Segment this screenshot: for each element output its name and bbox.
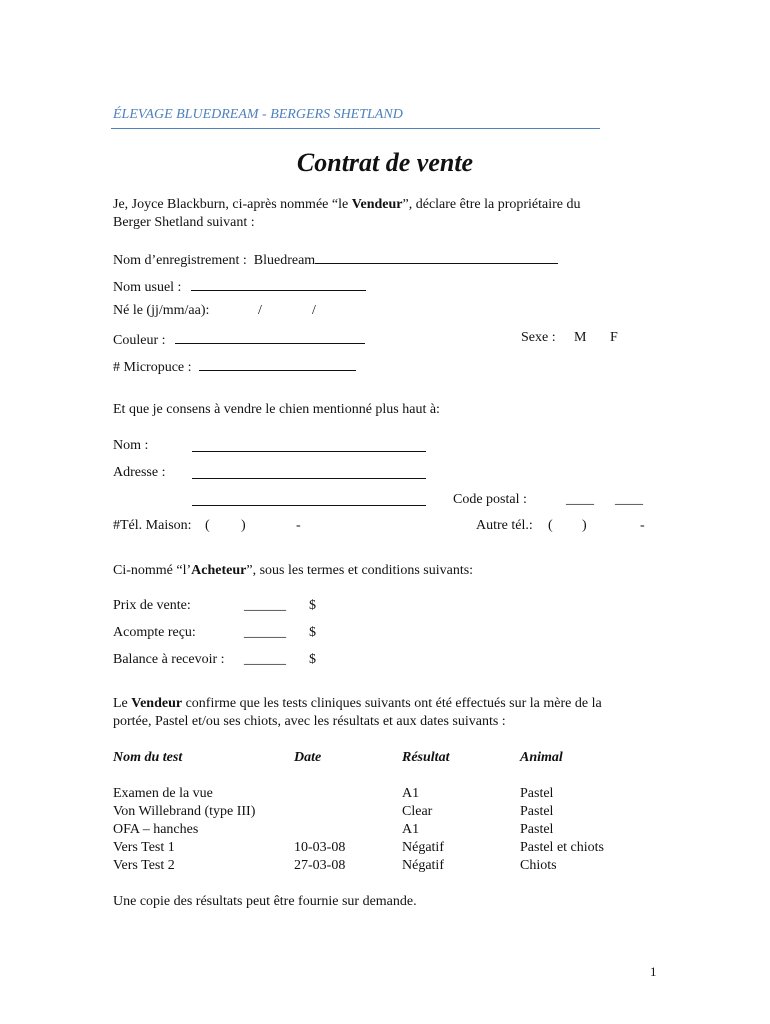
table-cell: Pastel bbox=[520, 786, 554, 801]
deposit-currency: $ bbox=[309, 625, 316, 640]
postal-code-blank-2[interactable]: ____ bbox=[615, 492, 643, 507]
home-phone-paren-open: ( bbox=[205, 518, 210, 533]
table-cell: OFA – hanches bbox=[113, 822, 199, 837]
tests-intro-paragraph bbox=[113, 695, 673, 731]
buyer-name-label: Nom : bbox=[113, 438, 149, 453]
deposit-label: Acompte reçu: bbox=[113, 625, 196, 640]
table-cell: Pastel bbox=[520, 804, 554, 819]
buyer-named-text-1: Ci-nommé “l’ bbox=[113, 563, 192, 578]
other-phone-paren-close: ) bbox=[582, 518, 587, 533]
tests-intro-text-2: confirme que les tests cliniques suivants ont été effectués sur la mère de la bbox=[182, 696, 602, 711]
balance-blank[interactable]: ______ bbox=[244, 652, 286, 667]
registration-prefix: Bluedream bbox=[253, 253, 316, 268]
table-header-test: Nom du test bbox=[113, 750, 183, 765]
home-phone-paren-close: ) bbox=[241, 518, 246, 533]
table-header-animal: Animal bbox=[520, 750, 563, 765]
balance-label: Balance à recevoir : bbox=[113, 652, 225, 667]
copy-note: Une copie des résultats peut être fournie sur demande. bbox=[113, 894, 417, 909]
registration-field[interactable] bbox=[315, 249, 558, 264]
page-number: 1 bbox=[650, 964, 657, 979]
buyer-named-text-2: ”, sous les termes et conditions suivants: bbox=[246, 563, 474, 578]
price-blank[interactable]: ______ bbox=[244, 598, 286, 613]
table-cell: Pastel et chiots bbox=[520, 840, 604, 855]
home-phone-label: #Tél. Maison: bbox=[113, 518, 192, 533]
table-cell: Pastel bbox=[520, 822, 554, 837]
birth-slash-2: / bbox=[312, 303, 316, 318]
color-row bbox=[113, 329, 365, 350]
price-currency: $ bbox=[309, 598, 316, 613]
table-cell: A1 bbox=[402, 822, 420, 837]
postal-code-label: Code postal : bbox=[453, 492, 527, 507]
tests-intro-text-3: portée, Pastel et/ou ses chiots, avec les résultats et aux dates suivants : bbox=[113, 714, 506, 729]
other-phone-paren-open: ( bbox=[548, 518, 553, 533]
consent-text: Et que je consens à vendre le chien mentionné plus haut à: bbox=[113, 402, 440, 417]
microchip-label: # Micropuce : bbox=[113, 360, 192, 375]
price-label: Prix de vente: bbox=[113, 598, 191, 613]
table-cell: Chiots bbox=[520, 858, 557, 873]
table-cell: 27-03-08 bbox=[294, 858, 346, 873]
table-cell: Von Willebrand (type III) bbox=[113, 804, 256, 819]
table-cell: Clear bbox=[402, 804, 433, 819]
color-label: Couleur : bbox=[113, 333, 166, 348]
sex-option-f[interactable]: F bbox=[610, 330, 618, 345]
usual-name-row bbox=[113, 276, 366, 297]
buyer-named-text bbox=[113, 562, 473, 580]
document-title: Contrat de vente bbox=[296, 148, 474, 177]
vendeur-term: Vendeur bbox=[351, 197, 403, 212]
other-phone-dash: - bbox=[640, 518, 645, 533]
acheteur-term: Acheteur bbox=[191, 563, 247, 578]
intro-text-1: Je, Joyce Blackburn, ci-après nommée “le bbox=[113, 197, 352, 212]
sex-option-m[interactable]: M bbox=[574, 330, 587, 345]
buyer-address-label: Adresse : bbox=[113, 465, 166, 480]
table-header-result: Résultat bbox=[402, 750, 450, 765]
tests-intro-text-1: Le bbox=[113, 696, 132, 711]
microchip-row bbox=[113, 356, 356, 377]
table-cell: Négatif bbox=[402, 858, 444, 873]
vendeur-term-2: Vendeur bbox=[131, 696, 183, 711]
header-rule bbox=[111, 128, 600, 129]
table-cell: A1 bbox=[402, 786, 420, 801]
sex-label: Sexe : bbox=[521, 330, 556, 345]
registration-label: Nom d’enregistrement : bbox=[113, 253, 247, 268]
table-cell: Examen de la vue bbox=[113, 786, 213, 801]
table-cell: Négatif bbox=[402, 840, 444, 855]
birth-label: Né le (jj/mm/aa): bbox=[113, 303, 210, 318]
buyer-name-field[interactable] bbox=[192, 437, 426, 452]
usual-name-label: Nom usuel : bbox=[113, 280, 182, 295]
other-phone-label: Autre tél.: bbox=[476, 518, 533, 533]
table-cell: 10-03-08 bbox=[294, 840, 346, 855]
registration-row bbox=[113, 249, 558, 270]
usual-name-field[interactable] bbox=[191, 276, 366, 291]
buyer-address-field-1[interactable] bbox=[192, 464, 426, 479]
home-phone-dash: - bbox=[296, 518, 301, 533]
microchip-field[interactable] bbox=[199, 356, 356, 371]
color-field[interactable] bbox=[175, 329, 365, 344]
intro-paragraph bbox=[113, 196, 653, 232]
deposit-blank[interactable]: ______ bbox=[244, 625, 286, 640]
intro-text-3: Berger Shetland suivant : bbox=[113, 215, 255, 230]
table-header-date: Date bbox=[294, 750, 322, 765]
intro-text-2: ”, déclare être la propriétaire du bbox=[402, 197, 581, 212]
table-cell: Vers Test 2 bbox=[113, 858, 175, 873]
postal-code-blank-1[interactable]: ____ bbox=[566, 492, 594, 507]
document-header: ÉLEVAGE BLUEDREAM - BERGERS SHETLAND bbox=[113, 107, 403, 122]
table-cell: Vers Test 1 bbox=[113, 840, 175, 855]
birth-slash-1: / bbox=[258, 303, 262, 318]
buyer-address-field-2[interactable] bbox=[192, 491, 426, 506]
balance-currency: $ bbox=[309, 652, 316, 667]
